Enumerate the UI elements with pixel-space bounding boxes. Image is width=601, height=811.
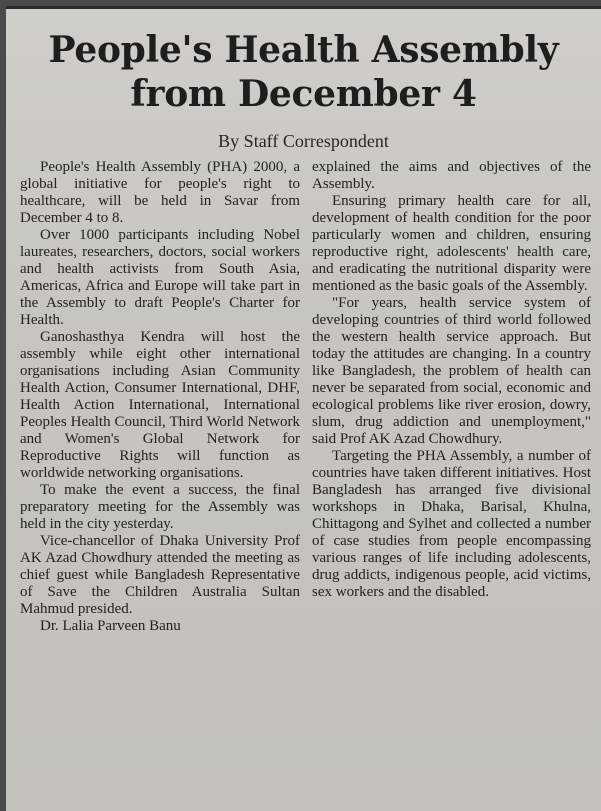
paragraph: "For years, health service system of developing countries of third world followed the western health service approach. But today the attitudes are changing. In a country like Bangladesh, the problem of health can never be separated from social, economic and ecological problems like river erosion, dowry, slum, drug addiction and unemployment," said Prof AK Azad Chowdhury. [312, 295, 591, 447]
byline: By Staff Correspondent [218, 131, 389, 151]
paragraph: Over 1000 participants including Nobel laureates, researchers, doctors, social workers and health activists from South Asia, Americas, Africa and Europe will take part in the Assembly to draft People's Charter for Health. [20, 227, 300, 328]
paragraph-continuation: explained the aims and objectives of the Assembly. [312, 159, 591, 192]
article-column-right [312, 159, 591, 601]
paragraph: People's Health Assembly (PHA) 2000, a global initiative for people's right to healthcare, will be held in Savar from December 4 to 8. [20, 159, 300, 226]
newspaper-clipping [6, 6, 601, 811]
paragraph: Ensuring primary health care for all, development of health condition for the poor particularly women and children, ensuring reproductive right, adolescents' health care, and eradicating the nutritional disparity were mentioned as the basic goals of the Assembly. [312, 193, 591, 294]
paragraph: Ganoshasthya Kendra will host the assembly while eight other international organisations including Asian Community Health Action, Consumer International, DHF, Health Action International, International Peoples Health Council, Third World Network and Women's Global Network for Reproductive Rights will function as worldwide networking organisations. [20, 329, 300, 481]
article-column-left [20, 159, 300, 635]
headline-line-2: from December 4 [130, 73, 477, 115]
top-rule-divider [6, 6, 601, 9]
paragraph: To make the event a success, the final preparatory meeting for the Assembly was held in the city yesterday. [20, 482, 300, 532]
paragraph: Dr. Lalia Parveen Banu [40, 618, 181, 634]
paragraph: Vice-chancellor of Dhaka University Prof AK Azad Chowdhury attended the meeting as chief guest while Bangladesh Representative of Save the Children Australia Sultan Mahmud presided. [20, 533, 300, 617]
headline-line-1: People's Health Assembly [48, 29, 559, 71]
headline [6, 28, 601, 116]
paragraph: Targeting the PHA Assembly, a number of countries have taken different initiatives. Host Bangladesh has arranged five divisional workshops in Dhaka, Barisal, Khulna, Chittagong and Sylhet and collected a number of case studies from people encompassing various ranges of life including adolescents, drug addicts, indigenous people, acid victims, sex workers and the disabled. [312, 448, 591, 600]
